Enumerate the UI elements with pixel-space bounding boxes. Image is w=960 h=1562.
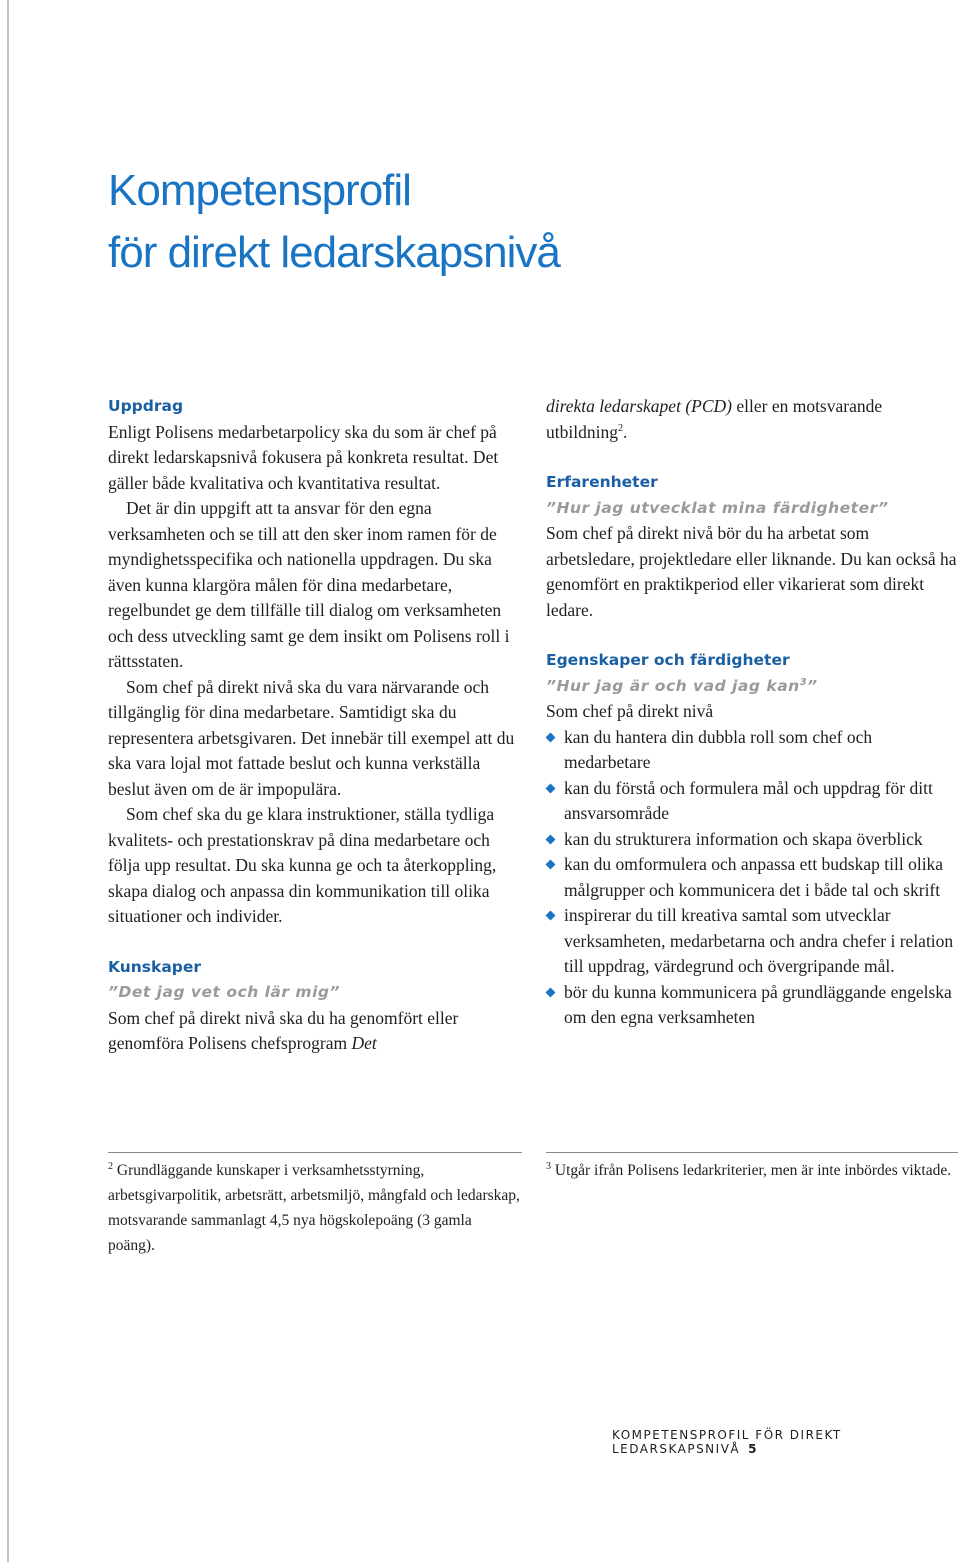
uppdrag-paragraph-4: Som chef ska du ge klara instruktioner, ställa tydliga kvalitets- och prestationskrav på dina medarbetare och följa upp resultat. Du ska kunna ge och ta återkoppling, skapa dialog och anpassa din kommunikation till olika situationer och individer. <box>108 804 497 926</box>
footnote-2 <box>108 1158 522 1258</box>
running-title: KOMPETENSPROFIL FÖR DIREKT LEDARSKAPSNIVÅ <box>612 1428 842 1456</box>
footnote-rule-right <box>546 1152 958 1153</box>
diamond-bullet-icon <box>546 783 556 793</box>
program-title-italic: Det <box>351 1033 377 1053</box>
footnote-3-number: 3 <box>546 1160 551 1172</box>
erfarenheter-heading: Erfarenheter <box>546 473 658 491</box>
uppdrag-paragraph-3: Som chef på direkt nivå ska du vara närvarande och tillgänglig för dina medarbetare. Samtidigt ska du representera arbetsgivaren. Det innebär till exempel att du ska vara lojal mot fattade beslut och kunna verkställa beslut även om de är impopulära. <box>108 676 515 799</box>
page-number: 5 <box>748 1442 758 1456</box>
kunskaper-text-main: Som chef på direkt nivå ska du ha genomfört eller genomföra Polisens chefsprogram <box>108 1007 459 1053</box>
egenskaper-subheading <box>546 674 958 700</box>
bullet-item <box>546 827 958 853</box>
kunskaper-heading: Kunskaper <box>108 957 202 976</box>
kunskaper-subheading: ”Det jag vet och lär mig” <box>108 983 340 1001</box>
egenskaper-bullet-list <box>546 725 958 1031</box>
uppdrag-heading: Uppdrag <box>108 397 184 415</box>
kunskaper-text-end: . <box>622 421 628 442</box>
footnote-2-number: 2 <box>108 1160 113 1172</box>
page-edge-line <box>7 0 9 1562</box>
bullet-text: kan du hantera din dubbla roll som chef och medarbetare <box>564 726 873 772</box>
footnote-rule-left <box>108 1152 522 1153</box>
bullet-item <box>546 903 958 980</box>
left-column <box>108 394 522 1057</box>
kunskaper-text <box>108 1006 522 1057</box>
diamond-bullet-icon <box>546 834 556 844</box>
kunskaper-text-continued <box>546 394 958 445</box>
bullet-text: kan du omformulera och anpassa ett budskap till olika målgrupper och kommunicera det i både tal och skrift <box>564 854 944 900</box>
title-line-2: för direkt ledarskapsnivå <box>108 228 560 277</box>
bullet-item <box>546 725 958 776</box>
footnote-3 <box>546 1158 958 1183</box>
egenskaper-intro: Som chef på direkt nivå <box>546 701 714 721</box>
page-footer <box>612 1428 960 1456</box>
footnote-ref-2: 2 <box>617 422 623 434</box>
bullet-item <box>546 980 958 1031</box>
footnote-ref-3: 3 <box>799 676 808 688</box>
footnote-3-text: Utgår ifrån Polisens ledarkriterier, men är inte inbördes viktade. <box>554 1162 952 1179</box>
bullet-item <box>546 776 958 827</box>
program-title-italic-continued: direkta ledarskapet (PCD) <box>546 396 732 416</box>
title-line-1: Kompetensprofil <box>108 166 411 215</box>
kunskaper-text-after: eller en motsvarande utbildning <box>546 396 883 442</box>
erfarenheter-text: Som chef på direkt nivå bör du ha arbetat som arbetsledare, projektledare eller liknande. Du kan också ha genomfört en praktikperiod eller vikarierat som direkt ledare. <box>546 523 957 620</box>
diamond-bullet-icon <box>546 911 556 921</box>
bullet-item <box>546 852 958 903</box>
uppdrag-paragraph-1: Enligt Polisens medarbetarpolicy ska du som är chef på direkt ledarskapsnivå fokusera på konkreta resultat. Det gäller både kvalitativa och kvantitativa resultat. <box>108 421 499 493</box>
bullet-text: inspirerar du till kreativa samtal som utvecklar verksamheten, medarbetarna och andra chefer i relation till uppdrag, värdegrund och övergripande mål. <box>564 905 954 976</box>
page-title <box>108 160 560 284</box>
egenskaper-subheading-close: ” <box>807 676 818 695</box>
erfarenheter-subheading: ”Hur jag utvecklat mina färdigheter” <box>546 498 889 517</box>
diamond-bullet-icon <box>546 860 556 870</box>
egenskaper-heading: Egenskaper och färdigheter <box>546 651 790 669</box>
bullet-text: bör du kunna kommunicera på grundläggande engelska om den egna verksamheten <box>564 981 952 1027</box>
egenskaper-subheading-text: ”Hur jag är och vad jag kan <box>546 676 800 695</box>
bullet-text: kan du strukturera information och skapa överblick <box>564 828 923 849</box>
bullet-text: kan du förstå och formulera mål och uppdrag för ditt ansvarsområde <box>564 777 933 823</box>
uppdrag-paragraph-2: Det är din uppgift att ta ansvar för den egna verksamheten och se till att den sker inom ramen för de myndighetsspecifika och nationella uppdragen. Du ska även kunna klargöra målen för dina medarbetare, regelbundet ge dem tillfälle till dialog om verksamheten och dess utveckling samt ge dem insikt om Polisens roll i rättsstaten. <box>108 498 510 671</box>
footnote-2-text: Grundläggande kunskaper i verksamhetsstyrning, arbetsgivarpolitik, arbetsrätt, arbetsmiljö, mångfald och ledarskap, motsvarande sammanlagt 4,5 nya högskolepoäng (3 gamla poäng). <box>108 1162 520 1254</box>
right-column <box>546 394 958 1031</box>
diamond-bullet-icon <box>546 732 556 742</box>
diamond-bullet-icon <box>546 987 556 997</box>
